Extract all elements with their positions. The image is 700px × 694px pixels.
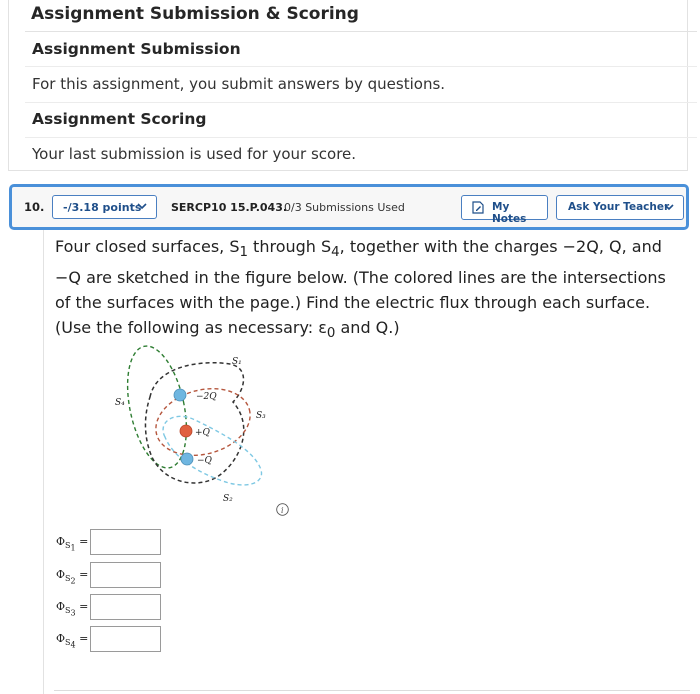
answer-row-s3 — [54, 594, 174, 622]
divider — [25, 137, 697, 138]
answer-label-s2: $\Phi_{S_2}$ = — [56, 568, 89, 586]
submission-text: For this assignment, you submit answers by questions. — [32, 75, 446, 93]
answer-row-s4 — [54, 626, 174, 654]
question-line-3: of the surfaces with the page.) Find the electric flux through each surface. — [55, 293, 651, 313]
question-number: 10. — [24, 200, 45, 214]
card-body — [25, 31, 697, 172]
question-text — [55, 234, 680, 346]
points-dropdown[interactable] — [52, 195, 157, 219]
question-body-border — [43, 230, 44, 694]
ask-teacher-button[interactable] — [556, 195, 684, 220]
notes-icon — [472, 201, 484, 214]
label-s3: S₃ — [256, 411, 266, 421]
svg-text:i: i — [281, 506, 284, 515]
question-line-1: Four closed surfaces, $S_1$ through $S_4$, together with the charges −2Q, Q, and — [55, 237, 662, 261]
label-posq: +Q — [195, 428, 210, 438]
divider — [25, 102, 697, 103]
submission-heading: Assignment Submission — [32, 40, 241, 58]
points-label: -/3.18 points — [63, 201, 142, 214]
answer-label-s4: $\Phi_{S_4}$ = — [56, 632, 89, 650]
question-line-4: (Use the following as necessary: $\varepsilon_0$ and Q.) — [55, 318, 400, 342]
surface-s1 — [145, 363, 243, 483]
question-code: SERCP10 15.P.043. — [171, 201, 288, 214]
flux-s3-input[interactable] — [90, 594, 161, 620]
my-notes-label: My Notes — [492, 201, 527, 225]
label-neg2q: −2Q — [196, 392, 217, 402]
label-negq: −Q — [197, 456, 212, 466]
answer-label-s1: $\Phi_{S_1}$ = — [56, 535, 89, 553]
question-line-2: −Q are sketched in the figure below. (The colored lines are the intersections — [55, 268, 666, 288]
ask-teacher-label: Ask Your Teacher — [568, 201, 670, 213]
charge-negq — [181, 453, 193, 465]
label-s4: S₄ — [115, 398, 125, 408]
answer-row-s2 — [54, 562, 174, 590]
scoring-text: Your last submission is used for your score. — [32, 145, 357, 163]
flux-s2-input[interactable] — [90, 562, 161, 588]
charge-posq — [180, 425, 192, 437]
chevron-down-icon — [137, 201, 147, 211]
my-notes-button[interactable] — [461, 195, 548, 225]
info-icon[interactable] — [276, 503, 289, 516]
question-header — [9, 184, 689, 230]
chevron-down-icon — [664, 202, 674, 212]
charge-neg2q — [174, 389, 186, 401]
scoring-heading: Assignment Scoring — [32, 110, 207, 128]
assignment-info-card — [8, 0, 688, 171]
flux-s1-input[interactable] — [90, 529, 161, 555]
card-title: Assignment Submission & Scoring — [31, 4, 359, 24]
bottom-divider — [54, 690, 690, 691]
surfaces-figure — [105, 342, 305, 517]
flux-s4-input[interactable] — [90, 626, 161, 652]
answer-row-s1 — [54, 529, 174, 557]
answer-label-s3: $\Phi_{S_3}$ = — [56, 600, 89, 618]
label-s2: S₂ — [223, 494, 233, 504]
divider — [25, 66, 697, 67]
submissions-used: 0/3 Submissions Used — [284, 201, 405, 214]
label-s1: S₁ — [232, 357, 242, 367]
